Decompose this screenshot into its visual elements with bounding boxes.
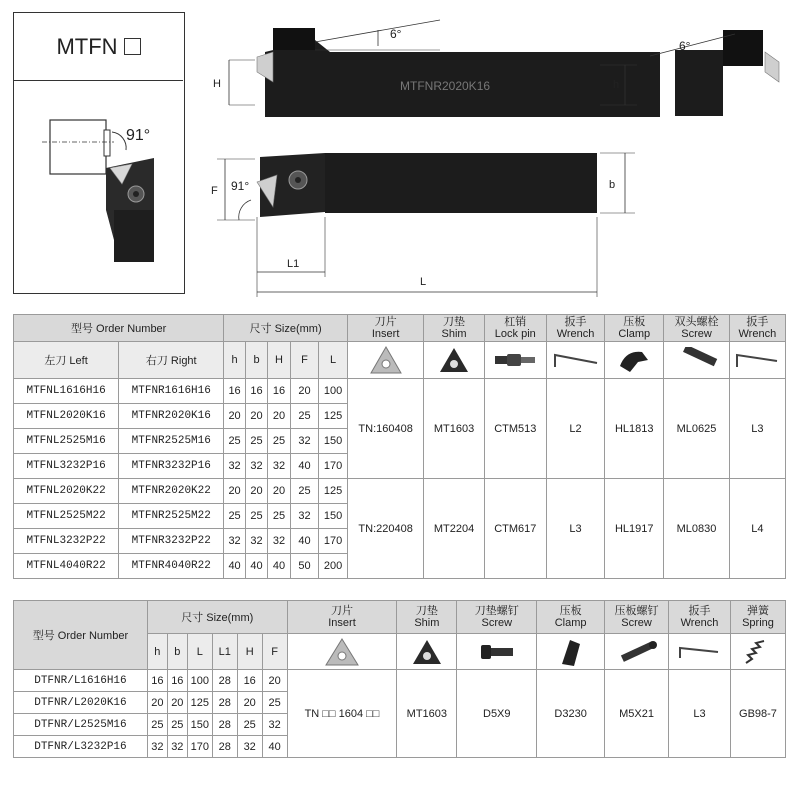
model-cell: DTFNR/L2525M16 [14, 714, 148, 736]
dim-cell: 32 [245, 529, 267, 554]
dim-cell: 28 [212, 692, 237, 714]
dim2-header-F: F [262, 634, 287, 670]
part-value-cell: L3 [729, 379, 785, 479]
dim-cell: 25 [290, 479, 319, 504]
triangle-insert-icon [347, 342, 424, 379]
part-value-cell: D5X9 [457, 670, 537, 758]
dim-cell: 170 [319, 454, 348, 479]
right-header: 右刀 Right [119, 342, 224, 379]
clamp-icon [605, 342, 664, 379]
dim-cell: 40 [268, 554, 290, 579]
screw-icon [664, 342, 729, 379]
tool-angle-label: 91° [126, 127, 151, 144]
screw-icon-2 [605, 634, 669, 670]
left-model-cell: MTFNL2020K22 [14, 479, 119, 504]
dim-cell: 28 [212, 670, 237, 692]
dim-header-H: H [268, 342, 290, 379]
table-row [14, 670, 786, 692]
dim-h-label: h [613, 79, 620, 91]
part-value-cell: MT1603 [424, 379, 484, 479]
mtfn-spec-table [13, 314, 786, 579]
part-header-wrench: 扳手 Wrench [546, 315, 604, 342]
part-header-screw: 双头螺栓 Screw [664, 315, 729, 342]
dim-header-b: b [245, 342, 267, 379]
dim-cell: 20 [147, 692, 167, 714]
dim-cell: 20 [224, 479, 245, 504]
wrench-icon-2 [729, 342, 785, 379]
part2-header-spring: 弹簧 Spring [730, 601, 785, 634]
dim-cell: 28 [212, 714, 237, 736]
dim2-header-L: L [187, 634, 212, 670]
dim-cell: 170 [187, 736, 212, 758]
left-model-cell: MTFNL2525M22 [14, 504, 119, 529]
order-number-header-2: 型号 Order Number [14, 601, 148, 670]
part-value-cell: GB98-7 [730, 670, 785, 758]
part-value-cell: MT1603 [397, 670, 457, 758]
part-value-cell: CTM513 [484, 379, 546, 479]
dim-cell: 16 [167, 670, 187, 692]
dim-cell: 40 [290, 529, 319, 554]
table-row [14, 379, 786, 404]
right-model-cell: MTFNR2020K22 [119, 479, 224, 504]
part-value-cell: HL1813 [605, 379, 664, 479]
dim-cell: 25 [268, 429, 290, 454]
part-value-cell: L3 [546, 479, 604, 579]
dim-cell: 125 [187, 692, 212, 714]
dim-cell: 25 [167, 714, 187, 736]
part-value-cell: TN:160408 [347, 379, 424, 479]
model-cell: DTFNR/L2020K16 [14, 692, 148, 714]
dim-cell: 25 [262, 692, 287, 714]
left-model-cell: MTFNL4040R22 [14, 554, 119, 579]
part-value-cell: MT2204 [424, 479, 484, 579]
left-model-cell: MTFNL3232P22 [14, 529, 119, 554]
left-model-cell: MTFNL3232P16 [14, 454, 119, 479]
part-header-wrench-2: 扳手 Wrench [729, 315, 785, 342]
order-number-header: 型号 Order Number [14, 315, 224, 342]
part-value-cell: L3 [669, 670, 731, 758]
dim-L-label: L [420, 276, 427, 288]
dim-F-label: F [211, 185, 218, 197]
dim-cell: 16 [147, 670, 167, 692]
part2-header-clamp-screw: 压板螺钉 Screw [605, 601, 669, 634]
dim-L1-label: L1 [287, 258, 300, 270]
part-header-shim: 刀垫 Shim [424, 315, 484, 342]
dim-cell: 20 [290, 379, 319, 404]
wrench-icon [669, 634, 731, 670]
part-value-cell: ML0625 [664, 379, 729, 479]
dim-cell: 20 [268, 479, 290, 504]
dim-cell: 32 [224, 454, 245, 479]
triangle-insert-icon [287, 634, 397, 670]
dim-cell: 16 [245, 379, 267, 404]
part-value-cell: TN □□ 1604 □□ [287, 670, 397, 758]
size-header-2: 尺寸 Size(mm) [147, 601, 287, 634]
part-value-cell: M5X21 [605, 670, 669, 758]
dim-cell: 200 [319, 554, 348, 579]
part-value-cell: TN:220408 [347, 479, 424, 579]
dim-H-label: H [213, 78, 221, 90]
dim-cell: 125 [319, 479, 348, 504]
dim2-header-b: b [167, 634, 187, 670]
tool-title [14, 13, 183, 81]
shank-top-view [325, 153, 597, 213]
dim-cell: 28 [212, 736, 237, 758]
dim2-header-h: h [147, 634, 167, 670]
part-header-lock-pin: 杠销 Lock pin [484, 315, 546, 342]
dim-cell: 20 [262, 670, 287, 692]
part-value-cell: CTM617 [484, 479, 546, 579]
part-value-cell: L4 [729, 479, 785, 579]
wrench-icon [546, 342, 604, 379]
part-value-cell: L2 [546, 379, 604, 479]
dim-cell: 25 [147, 714, 167, 736]
dim2-header-H: H [237, 634, 262, 670]
part-header-insert: 刀片 Insert [347, 315, 424, 342]
dim-cell: 150 [319, 429, 348, 454]
dim-cell: 32 [237, 736, 262, 758]
triangle-shim-icon [397, 634, 457, 670]
dim-cell: 25 [245, 429, 267, 454]
dim-cell: 20 [268, 404, 290, 429]
dim-cell: 32 [224, 529, 245, 554]
angle-top-label: 6° [390, 27, 402, 41]
dim-header-h: h [224, 342, 245, 379]
dim-cell: 25 [224, 429, 245, 454]
dim-cell: 20 [237, 692, 262, 714]
shank-engraving: MTFNR2020K16 [400, 79, 491, 93]
dim-cell: 150 [187, 714, 212, 736]
placeholder-square [124, 38, 141, 55]
right-model-cell: MTFNR3232P22 [119, 529, 224, 554]
dim-cell: 16 [237, 670, 262, 692]
angle-side-label: 6° [679, 39, 691, 53]
dim-b-label: b [609, 179, 616, 191]
tool-title-text: MTFN [56, 33, 118, 59]
part-value-cell: D3230 [537, 670, 605, 758]
dim-cell: 40 [245, 554, 267, 579]
model-cell: DTFNR/L3232P16 [14, 736, 148, 758]
dim-cell: 150 [319, 504, 348, 529]
dim-cell: 20 [245, 404, 267, 429]
angle-91-label: 91° [231, 179, 250, 193]
dim-cell: 100 [319, 379, 348, 404]
dim-cell: 40 [262, 736, 287, 758]
dim-cell: 32 [245, 454, 267, 479]
triangle-shim-icon [424, 342, 484, 379]
dim-cell: 16 [224, 379, 245, 404]
dim-header-L: L [319, 342, 348, 379]
model-cell: DTFNR/L1616H16 [14, 670, 148, 692]
dim-cell: 32 [167, 736, 187, 758]
spring-icon [730, 634, 785, 670]
dim-cell: 20 [245, 479, 267, 504]
dim-cell: 32 [147, 736, 167, 758]
part2-header-clamp: 压板 Clamp [537, 601, 605, 634]
part2-header-wrench: 扳手 Wrench [669, 601, 731, 634]
screw-icon [457, 634, 537, 670]
tool-head-diagram [14, 80, 183, 292]
left-model-cell: MTFNL1616H16 [14, 379, 119, 404]
part-header-clamp: 压板 Clamp [605, 315, 664, 342]
part-value-cell: HL1917 [605, 479, 664, 579]
dim2-header-L1: L1 [212, 634, 237, 670]
dim-cell: 20 [167, 692, 187, 714]
tool-type-box [13, 12, 185, 294]
part2-header-shim-screw: 刀垫螺钉 Screw [457, 601, 537, 634]
dim-cell: 40 [224, 554, 245, 579]
dim-cell: 32 [290, 504, 319, 529]
left-model-cell: MTFNL2525M16 [14, 429, 119, 454]
dim-cell: 32 [290, 429, 319, 454]
dim-cell: 25 [290, 404, 319, 429]
dim-header-F: F [290, 342, 319, 379]
right-model-cell: MTFNR2020K16 [119, 404, 224, 429]
dim-cell: 125 [319, 404, 348, 429]
right-model-cell: MTFNR3232P16 [119, 454, 224, 479]
dtfn-spec-table [13, 600, 786, 758]
dim-cell: 32 [262, 714, 287, 736]
dim-cell: 25 [224, 504, 245, 529]
table-row [14, 479, 786, 504]
right-model-cell: MTFNR2525M16 [119, 429, 224, 454]
tool-dimension-drawing [195, 12, 800, 302]
dim-cell: 100 [187, 670, 212, 692]
dim-cell: 40 [290, 454, 319, 479]
dim-cell: 25 [237, 714, 262, 736]
dim-cell: 20 [224, 404, 245, 429]
dim-cell: 16 [268, 379, 290, 404]
right-model-cell: MTFNR1616H16 [119, 379, 224, 404]
dim-cell: 50 [290, 554, 319, 579]
part2-header-insert: 刀片 Insert [287, 601, 397, 634]
right-model-cell: MTFNR2525M22 [119, 504, 224, 529]
dim-cell: 32 [268, 454, 290, 479]
part-value-cell: ML0830 [664, 479, 729, 579]
clamp-icon [537, 634, 605, 670]
size-header: 尺寸 Size(mm) [224, 315, 348, 342]
dim-cell: 170 [319, 529, 348, 554]
shank-end-view [675, 50, 723, 116]
left-header: 左刀 Left [14, 342, 119, 379]
right-model-cell: MTFNR4040R22 [119, 554, 224, 579]
lock-pin-icon [484, 342, 546, 379]
dim-cell: 25 [245, 504, 267, 529]
left-model-cell: MTFNL2020K16 [14, 404, 119, 429]
dim-cell: 32 [268, 529, 290, 554]
dim-cell: 25 [268, 504, 290, 529]
part2-header-shim: 刀垫 Shim [397, 601, 457, 634]
